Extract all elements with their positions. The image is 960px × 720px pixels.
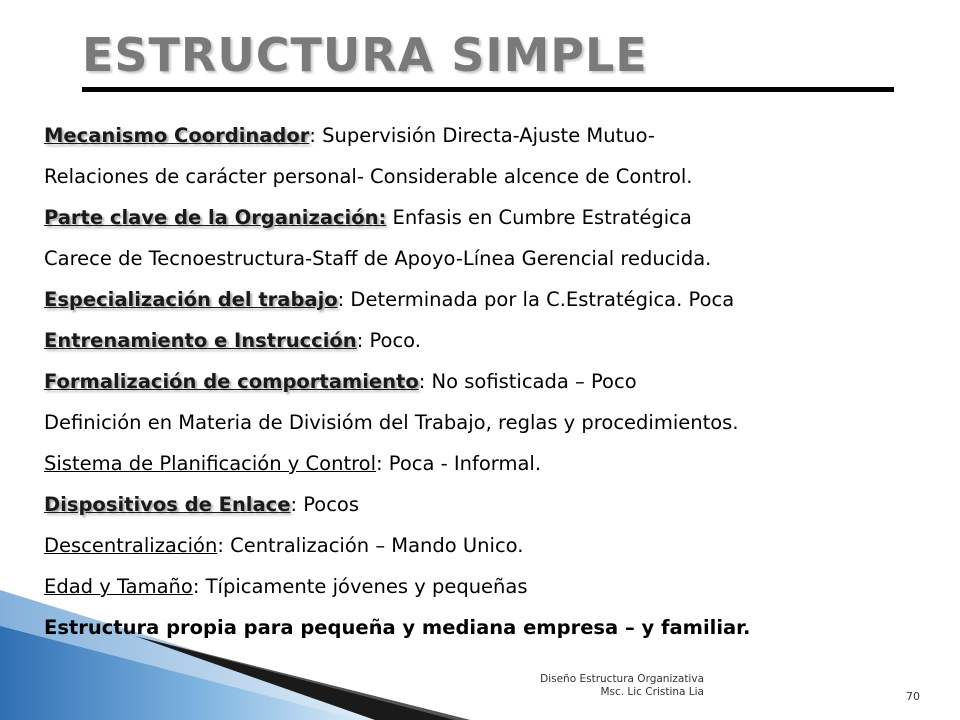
line-key: Entrenamiento e Instrucción	[44, 329, 357, 352]
line-text: Centralización – Mando Unico.	[223, 534, 524, 557]
line-relaciones	[44, 159, 944, 200]
slide-body	[44, 118, 944, 651]
line-entrenamiento	[44, 323, 944, 364]
line-sep: :	[376, 452, 383, 475]
line-text: Relaciones de carácter personal- Considerable alcence de Control.	[44, 165, 693, 188]
line-key: Sistema de Planificación y Control	[44, 452, 377, 475]
slide-title: ESTRUCTURA SIMPLE	[82, 28, 648, 82]
footer	[480, 673, 704, 699]
line-text: Poco.	[363, 329, 421, 352]
line-key: Mecanismo Coordinador	[44, 124, 310, 147]
line-sep: :	[290, 493, 298, 516]
line-text: Carece de Tecnoestructura-Staff de Apoyo-Línea Gerencial reducida.	[44, 247, 712, 270]
line-key: Parte clave de la Organización:	[44, 206, 387, 229]
line-key: Formalización de comportamiento	[44, 370, 419, 393]
line-formalizacion	[44, 364, 944, 405]
footer-course: Diseño Estructura Organizativa	[540, 673, 704, 685]
line-sistema-planificacion	[44, 446, 944, 487]
line-sep: :	[192, 575, 200, 598]
line-text: Enfasis en Cumbre Estratégica	[386, 206, 692, 229]
line-text: Poca - Informal.	[382, 452, 542, 475]
line-text: Típicamente jóvenes y pequeñas	[199, 575, 528, 598]
line-text: No sofisticada – Poco	[425, 370, 637, 393]
line-text: Pocos	[297, 493, 360, 516]
line-sep: :	[418, 370, 426, 393]
line-especializacion	[44, 282, 944, 323]
line-descentralizacion	[44, 528, 944, 569]
line-key: Dispositivos de Enlace	[44, 493, 291, 516]
title-underline	[82, 87, 894, 92]
line-key: Edad y Tamaño	[44, 575, 193, 598]
line-sep: :	[356, 329, 364, 352]
line-mecanismo-coordinador	[44, 118, 944, 159]
line-text: Definición en Materia de Divisióm del Trabajo, reglas y procedimientos.	[44, 411, 739, 434]
line-text: Determinada por la C.Estratégica. Poca	[344, 288, 735, 311]
line-bold-text: Estructura propia para pequeña y mediana empresa – y familiar.	[44, 616, 751, 639]
line-definicion	[44, 405, 944, 446]
line-sep: :	[337, 288, 345, 311]
line-sep: :	[217, 534, 224, 557]
line-sep: :	[309, 124, 316, 147]
line-dispositivos-enlace	[44, 487, 944, 528]
line-tecnoestructura	[44, 241, 944, 282]
line-text: Supervisión Directa-Ajuste Mutuo-	[315, 124, 655, 147]
line-conclusion	[44, 610, 944, 651]
line-edad-tamano	[44, 569, 944, 610]
line-key: Especialización del trabajo	[44, 288, 338, 311]
line-parte-clave	[44, 200, 944, 241]
footer-author: Msc. Lic Cristina Lia	[600, 686, 704, 698]
page-number: 70	[906, 690, 920, 703]
line-key: Descentralización	[44, 534, 218, 557]
